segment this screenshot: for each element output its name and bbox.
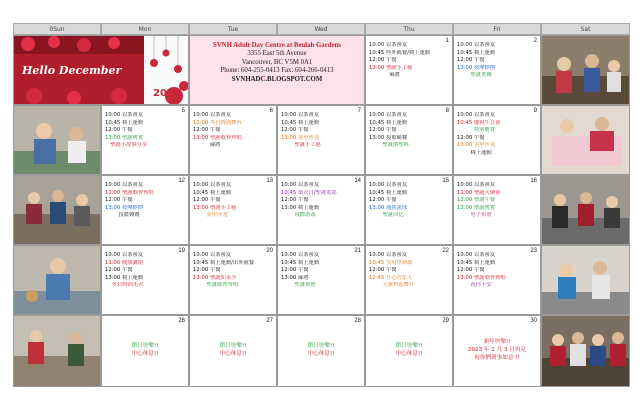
day-cell-9 [453, 105, 541, 175]
schedule-line: 10:00 以茶會友 [281, 112, 320, 118]
day-number: 15 [442, 178, 449, 184]
schedule-line: 10:00 以茶會友 [457, 112, 496, 118]
schedule-line: 10:00 以茶會友 [193, 112, 232, 118]
schedule-line: 10:45 些外就餐/椅上運動 [369, 49, 431, 56]
day-cell-23 [453, 245, 541, 315]
weekday-fri: Fri [453, 23, 541, 35]
activity-photo [541, 245, 630, 315]
weekday-wed: Wed [277, 23, 365, 35]
schedule-line: 12:00 午餐 [281, 197, 309, 204]
schedule-line: 10:00 以茶會友 [369, 112, 408, 118]
schedule-line: 12:00 午餐 [369, 267, 397, 274]
day-number: 8 [445, 108, 449, 114]
schedule-line: 13:00 按摩擦擦 [457, 64, 496, 71]
schedule-line: 12:00 午餐 [193, 197, 221, 204]
hello-december-banner [13, 35, 189, 105]
schedule-line: 11:00 聖誕大聚會 [457, 189, 501, 196]
centre-address2: Vancouver, BC V5M 0A1 [241, 58, 313, 66]
day-cell-12 [101, 175, 189, 245]
day-number: 22 [442, 248, 449, 254]
schedule-line: 聖誕回忆 [369, 212, 404, 219]
schedule-line: 12:00 午餐 [281, 267, 309, 274]
schedule-line: 13:00 麻將 [281, 274, 309, 281]
banner-title: Hello December [22, 64, 122, 77]
day-cell-28 [277, 315, 365, 387]
schedule-line: 12:00 午餐 [369, 197, 397, 204]
schedule-line: 10:00 以茶會友 [281, 182, 320, 188]
schedule-line: 11:00 冬日時尚舞台 [193, 119, 242, 126]
weekday-thu: Thu [365, 23, 453, 35]
schedule-line: 12:00 聖誕午餐 [457, 197, 496, 204]
schedule-line: 中心休息!! [395, 351, 423, 357]
schedule-line: 10:00 以茶會友 [457, 182, 496, 188]
day-cell-2 [453, 35, 541, 105]
day-number: 19 [178, 248, 185, 254]
schedule-line: 10:45 椅上運動 [281, 119, 320, 126]
day-number: 13 [266, 178, 273, 184]
schedule-line: 中心休息!! [219, 351, 247, 357]
schedule-line: 2023 年 1 月 3 日再見 [467, 347, 527, 353]
schedule-line: 13:00 聖誕手工藝 [369, 64, 413, 71]
schedule-line: 13:00 地毯滚球 [369, 204, 408, 211]
centre-name: SVNH Adult Day Centre at Beulah Gardens [213, 42, 341, 49]
schedule-line: 聖誕手工藝 [281, 142, 321, 149]
day-number: 20 [266, 248, 273, 254]
schedule-line: 10:45 築衣日/聖誕電影 [281, 189, 337, 196]
schedule-line: 13:00 聖誕賓賓 [105, 134, 144, 141]
day-cell-13 [189, 175, 277, 245]
schedule-line: 節日快樂!! [307, 343, 335, 349]
day-cell-7 [277, 105, 365, 175]
schedule-line: 10:45 宝贝烘焙部 [369, 259, 413, 266]
activity-photo [541, 315, 630, 387]
day-cell-1 [365, 35, 453, 105]
schedule-line: 10:00 以茶會友 [457, 42, 496, 48]
schedule-line: 麻將 [193, 142, 221, 149]
schedule-line: 飛鏢游戏 [281, 212, 316, 219]
schedule-line: 13:00 椅上運動 [105, 274, 144, 281]
activity-photo [541, 35, 630, 105]
activity-photo [13, 245, 101, 315]
schedule-line: 10:45 椅上運動 [281, 259, 320, 266]
schedule-line: 10:45 椅上運動 [369, 189, 408, 196]
schedule-line: 10:45 椅上運動 [457, 259, 496, 266]
schedule-line: 10:45 慶祝生日會 [457, 119, 501, 126]
schedule-line: 特別慶賞 [457, 127, 496, 134]
activity-photo [13, 105, 101, 175]
day-cell-14 [277, 175, 365, 245]
schedule-line: 10:45 椅上運動 [457, 49, 496, 56]
schedule-line: 13:00 椅上運動 [281, 204, 320, 211]
day-cell-15 [365, 175, 453, 245]
schedule-line: 10:00 以茶會友 [369, 182, 408, 188]
schedule-line: 10:00 以茶會友 [369, 42, 408, 48]
schedule-line: 12:00 午餐 [457, 134, 485, 141]
day-number: 23 [530, 248, 537, 254]
schedule-line: 聖誕賓賓 [281, 282, 316, 289]
schedule-line: 13:00 聖誕歌齊齊唱 [457, 274, 506, 281]
day-cell-6 [189, 105, 277, 175]
day-cell-21 [277, 245, 365, 315]
centre-info [189, 35, 365, 105]
schedule-line: 12:00 午餐 [193, 127, 221, 134]
schedule-line: 大家齊起舞!! [369, 282, 414, 289]
day-cell-8 [365, 105, 453, 175]
activity-photo [541, 175, 630, 245]
weekday-sat: Sat [541, 23, 630, 35]
schedule-line: 10:00 以茶會友 [193, 252, 232, 258]
activity-photo [13, 315, 101, 387]
day-number: 5 [181, 108, 185, 114]
schedule-line: 10:00 以茶會友 [281, 252, 320, 258]
schedule-line: 投籃競賽 [105, 212, 140, 219]
schedule-line: 10:00 以茶會友 [457, 252, 496, 258]
day-cell-5 [101, 105, 189, 175]
schedule-line: 12:45 开心音乐人 [369, 274, 413, 281]
schedule-line: 10:00 以茶會友 [193, 182, 232, 188]
schedule-line: 13:00 美甲沙龙 [281, 134, 320, 141]
schedule-line: 10:00 以茶會友 [105, 252, 144, 258]
activity-photo [13, 175, 101, 245]
day-number: 28 [354, 318, 361, 324]
day-cell-22 [365, 245, 453, 315]
day-number: 29 [442, 318, 449, 324]
schedule-line: 10:45 椅上運動 [369, 119, 408, 126]
day-number: 30 [530, 318, 537, 324]
schedule-line: 聖誕歌齊齊唱 [193, 282, 239, 289]
schedule-line: 13:00 按摩擦擦 [105, 204, 144, 211]
day-number: 26 [178, 318, 185, 324]
day-number: 9 [533, 108, 537, 114]
schedule-line: 13:00 美甲沙龙 [457, 142, 496, 149]
day-number: 12 [178, 178, 185, 184]
schedule-line: 新年快樂!! [483, 339, 511, 345]
day-cell-27 [189, 315, 277, 387]
schedule-line: 聖誕裝飾 [457, 72, 492, 79]
schedule-line: 10:00 以茶會友 [105, 112, 144, 118]
day-number: 27 [266, 318, 273, 324]
schedule-line: 節日快樂!! [131, 343, 159, 349]
schedule-line: 11:00 健康講座 [105, 259, 144, 266]
weekday-sun: 0Sun [13, 23, 101, 35]
schedule-line: 12:00 午餐 [105, 197, 133, 204]
day-cell-26 [101, 315, 189, 387]
schedule-line: 10:45 椅上運動/出外就餐 [193, 259, 255, 266]
schedule-line: 中心休息!! [307, 351, 335, 357]
schedule-line: 美甲沙龙 [193, 212, 228, 219]
centre-blog-link[interactable]: SVNHADC.BLOGSPOT.COM [231, 75, 323, 83]
schedule-line: 12:00 午餐 [105, 267, 133, 274]
schedule-line: 12:00 午餐 [457, 57, 485, 64]
day-cell-16 [453, 175, 541, 245]
activity-photo [541, 105, 630, 175]
day-cell-30 [453, 315, 541, 387]
banner-year: 2022 [153, 88, 181, 99]
weekday-tue: Tue [189, 23, 277, 35]
day-number: 6 [269, 108, 273, 114]
centre-address1: 3355 East 5th Avenue [247, 50, 307, 58]
day-number: 7 [357, 108, 361, 114]
day-cell-19 [101, 245, 189, 315]
schedule-line: 12:00 午餐 [369, 127, 397, 134]
schedule-line: 祝你平安 [457, 282, 492, 289]
schedule-line: 13:00 聖誕歌齊齊唱 [193, 134, 242, 141]
day-number: 1 [445, 38, 449, 44]
schedule-line: 11:00 聖誕歌齊齊唱 [105, 189, 154, 196]
schedule-line: 13:00 聖誕賓賓 [457, 204, 496, 211]
schedule-line: 中心休息!! [131, 351, 159, 357]
schedule-line: 節日快樂!! [219, 343, 247, 349]
day-number: 16 [530, 178, 537, 184]
schedule-line: 麻將 [369, 72, 400, 79]
day-number: 21 [354, 248, 361, 254]
schedule-line: 13:00 投籃競賽 [369, 134, 408, 141]
schedule-line: 10:00 以茶會友 [369, 252, 408, 258]
day-number: 14 [354, 178, 361, 184]
day-number: 2 [533, 38, 537, 44]
schedule-line: 聖誕餅塑料 [369, 142, 409, 149]
schedule-line: 13:00 聖誕知多少 [193, 274, 237, 281]
schedule-line: 12:00 午餐 [369, 57, 397, 64]
schedule-line: 13:00 聖誕手工藝 [193, 204, 237, 211]
schedule-line: 电子相册 [457, 212, 492, 219]
calendar [13, 23, 630, 387]
schedule-line: 12:00 午餐 [281, 127, 309, 134]
schedule-line: 冬日時尚毛衣 [105, 282, 144, 289]
schedule-line: 祝你們萬事如意 !! [474, 355, 520, 361]
schedule-line: 10:45 椅上運動 [193, 189, 232, 196]
schedule-line: 聖誕小故事分享 [105, 142, 148, 149]
schedule-line: 12:00 午餐 [193, 267, 221, 274]
schedule-line: 12:00 午餐 [457, 267, 485, 274]
schedule-line: 10:00 以茶會友 [105, 182, 144, 188]
schedule-line: 節日快樂!! [395, 343, 423, 349]
weekday-mon: Mon [101, 23, 189, 35]
day-cell-20 [189, 245, 277, 315]
schedule-line: 椅上運動 [457, 149, 492, 156]
schedule-line: 10:45 椅上運動 [105, 119, 144, 126]
day-cell-29 [365, 315, 453, 387]
centre-phone: Phone: 604-255-0413 Fax: 604-266-0413 [220, 67, 334, 75]
schedule-line: 12:00 午餐 [105, 127, 133, 134]
